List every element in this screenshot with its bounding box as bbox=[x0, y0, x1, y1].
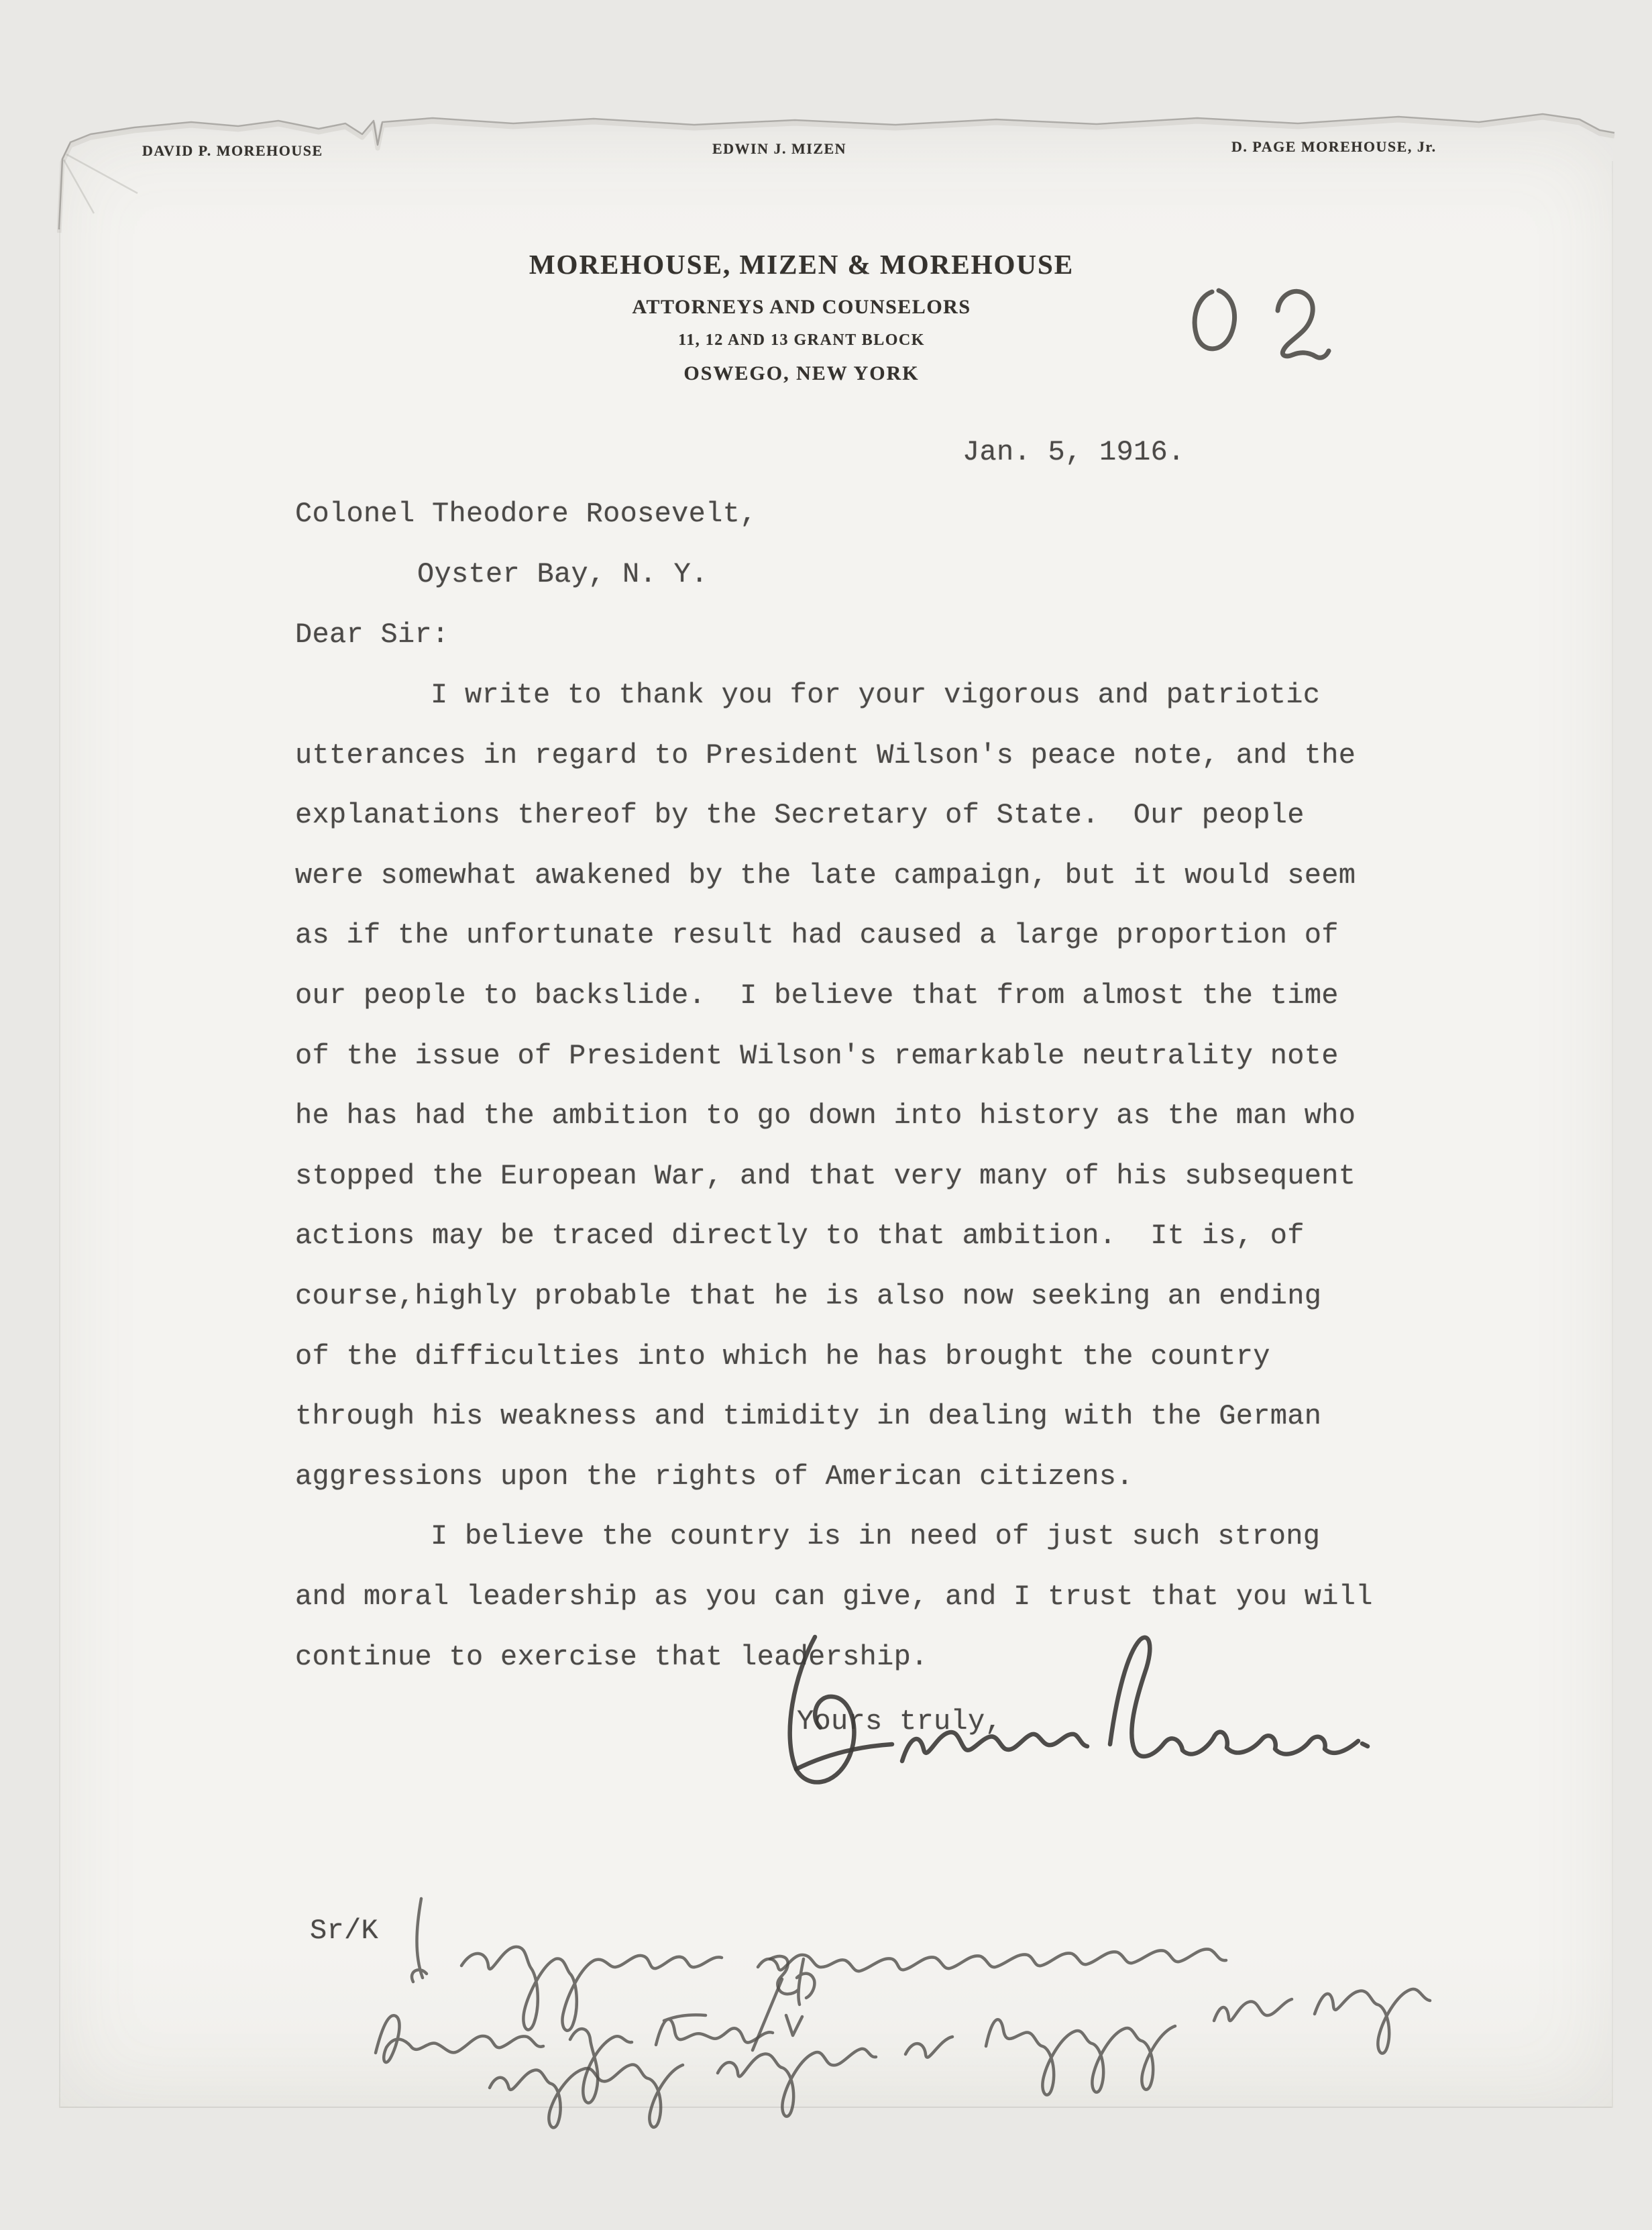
handwritten-mark-02 bbox=[1177, 272, 1345, 366]
typed-line: of the difficulties into which he has brought the country bbox=[295, 1340, 1270, 1373]
typed-line: course,highly probable that he is also now seeking an ending bbox=[295, 1279, 1322, 1312]
closing: Yours truly, bbox=[797, 1705, 1003, 1738]
letterhead-partner-2: EDWIN J. MIZEN bbox=[712, 140, 847, 157]
handwritten-annotation bbox=[288, 1872, 1442, 2167]
typed-line: stopped the European War, and that very many of his subsequent bbox=[295, 1159, 1356, 1192]
letterhead-partner-3: D. PAGE MOREHOUSE, Jr. bbox=[1231, 138, 1437, 155]
typed-line: through his weakness and timidity in dealing with the German bbox=[295, 1400, 1322, 1433]
letterhead-partner-1: DAVID P. MOREHOUSE bbox=[142, 142, 323, 159]
typed-line: and moral leadership as you can give, and I trust that you will bbox=[295, 1580, 1373, 1613]
typed-line: utterances in regard to President Wilson's peace note, and the bbox=[295, 739, 1356, 772]
typed-line: actions may be traced directly to that ambition. It is, of bbox=[295, 1220, 1305, 1253]
typed-line: aggressions upon the rights of American citizens. bbox=[295, 1460, 1134, 1493]
typed-line: I believe the country is in need of just such strong bbox=[431, 1520, 1321, 1553]
paper-left-edge bbox=[59, 228, 60, 2108]
typed-line: explanations thereof by the Secretary of State. Our people bbox=[295, 799, 1305, 832]
letter-body bbox=[295, 679, 1449, 1701]
letter-date: Jan. 5, 1916. bbox=[962, 436, 1185, 468]
letterhead-firm-name: MOREHOUSE, MIZEN & MOREHOUSE bbox=[529, 249, 1075, 280]
typed-line: as if the unfortunate result had caused a large proportion of bbox=[295, 919, 1339, 952]
typed-line: he has had the ambition to go down into history as the man who bbox=[295, 1100, 1356, 1132]
letterhead-firm-subtitle: ATTORNEYS AND COUNSELORS bbox=[632, 296, 971, 318]
recipient-address: Oyster Bay, N. Y. bbox=[417, 558, 708, 590]
typed-line: I write to thank you for your vigorous and patriotic bbox=[431, 679, 1321, 711]
salutation: Dear Sir: bbox=[295, 619, 449, 651]
typed-line: our people to backslide. I believe that from almost the time bbox=[295, 979, 1339, 1012]
signature-handwriting bbox=[734, 1573, 1378, 1828]
paper-right-edge bbox=[1612, 161, 1613, 2108]
torn-paper-edge-graphic bbox=[57, 93, 1616, 243]
letterhead-firm-city: OSWEGO, NEW YORK bbox=[683, 362, 920, 384]
typed-line: were somewhat awakened by the late campaign, but it would seem bbox=[295, 859, 1356, 892]
letterhead-firm-address: 11, 12 AND 13 GRANT BLOCK bbox=[678, 331, 925, 349]
typist-initials: Sr/K bbox=[310, 1915, 379, 1947]
recipient-name: Colonel Theodore Roosevelt, bbox=[295, 498, 757, 530]
typed-line: continue to exercise that leadership. bbox=[295, 1640, 928, 1673]
typed-line: of the issue of President Wilson's remarkable neutrality note bbox=[295, 1039, 1339, 1072]
